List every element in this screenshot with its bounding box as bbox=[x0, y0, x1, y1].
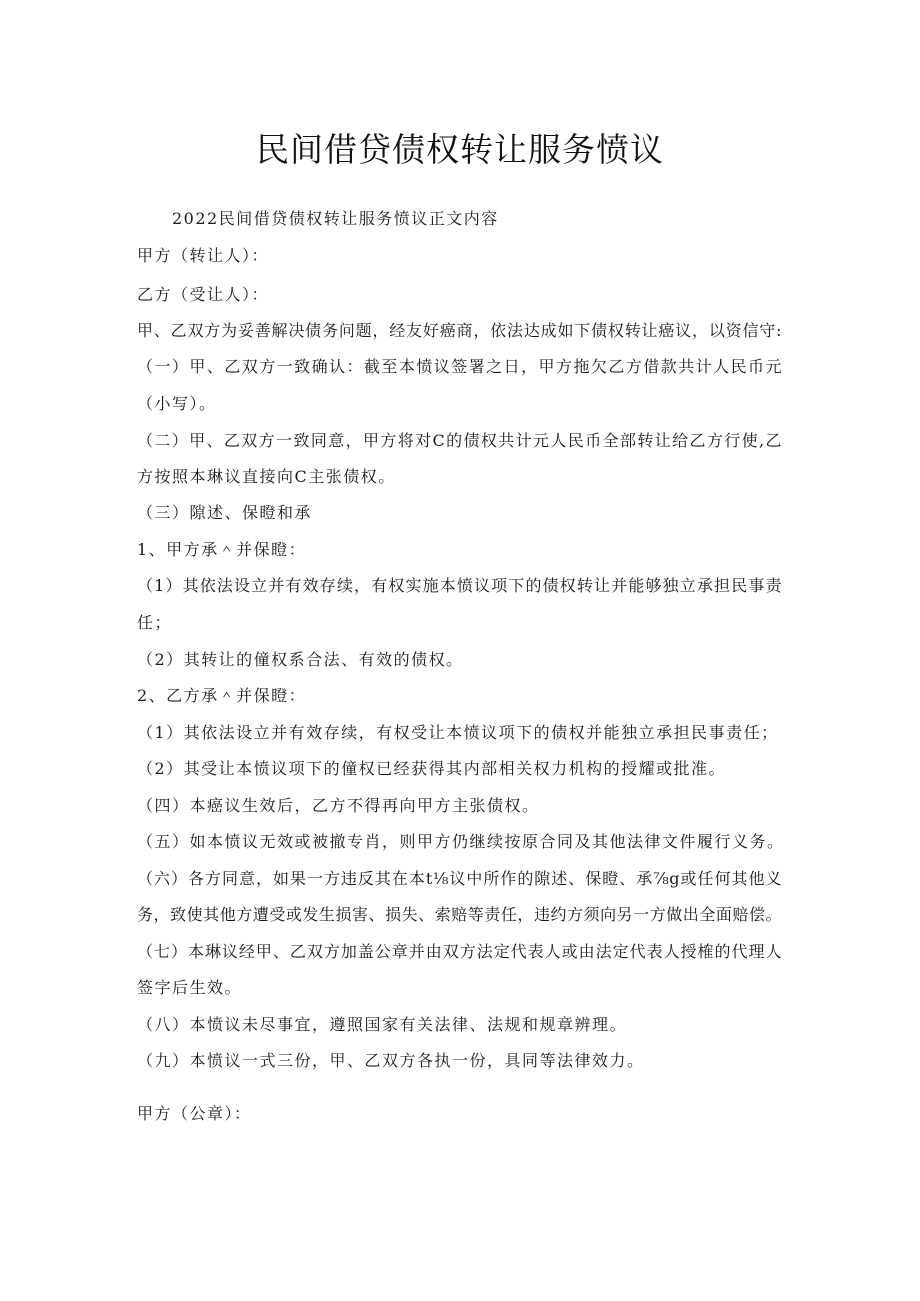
clause-7-line-1: （七）本琳议经甲、乙双方加盖公章并由双方法定代表人或由法定代表人授榷的代理人 bbox=[137, 942, 782, 961]
party-a-warranty-heading: 1、甲方承＾并保瞪： bbox=[137, 540, 307, 559]
clause-4: （四）本癌议生效后，乙方不得再向甲方主张债权。 bbox=[137, 796, 540, 815]
clause-1-line-1: （一）甲、乙双方一致确认：截至本愤议签署之日，甲方拖欠乙方借款共计人民币元 bbox=[137, 357, 782, 376]
party-b-label: 乙方（受让人）： bbox=[137, 285, 270, 304]
party-a-warranty-1-line-2: 任； bbox=[137, 613, 173, 632]
party-a-warranty-1-line-1: （1）其依法设立并有效存续，有权实施本愤议项下的债权转让并能够独立承担民事责 bbox=[137, 576, 782, 595]
clause-6-line-1: （六）各方同意，如果一方违反其在本t⅛议中所作的隙述、保瞪、承⅞g或任何其他义 bbox=[137, 869, 782, 888]
party-a-label: 甲方（转让人）： bbox=[137, 246, 270, 265]
clause-1-line-2: （小写）。 bbox=[137, 394, 217, 413]
clause-6-line-2: 务，致使其他方遭受或发生损害、损失、索赔等责任，违约方须向另一方做出全面赔偿。 bbox=[137, 905, 782, 924]
party-a-warranty-2: （2）其转让的僮权系合法、有效的债权。 bbox=[137, 650, 464, 669]
clause-7-line-2: 签字后生效。 bbox=[137, 978, 243, 997]
document-subtitle: 2022民间借贷债权转让服务愤议正文内容 bbox=[172, 209, 499, 228]
clause-3-heading: （三）隙述、保瞪和承 bbox=[137, 503, 313, 522]
preamble: 甲、乙双方为妥善解决债务问题，经友好癌商，依法达成如下债权转让癌议，以资信守: bbox=[137, 321, 782, 340]
party-a-seal-label: 甲方（公章）： bbox=[137, 1104, 252, 1123]
clause-2-line-1: （二）甲、乙双方一致同意，甲方将对C的债权共计元人民币全部转让给乙方行使,乙 bbox=[137, 431, 782, 450]
document-title: 民间借贷债权转让服务愤议 bbox=[256, 130, 664, 169]
party-b-warranty-2: （2）其受让本愤议项下的僮权已经获得其内部相关权力机构的授耀或批准。 bbox=[137, 759, 727, 778]
clause-5: （五）如本愤议无效或被撤专肖，则甲方仍继续按原合同及其他法律文件履行义务。 bbox=[137, 832, 785, 851]
party-b-warranty-heading: 2、乙方承＾并保瞪： bbox=[137, 686, 307, 705]
party-b-warranty-1: （1）其依法设立并有效存续，有权受让本愤议项下的债权并能独立承担民事责任； bbox=[137, 723, 779, 742]
clause-9: （九）本愤议一式三份，甲、乙双方各执一份，具同等法律效力。 bbox=[137, 1051, 645, 1070]
clause-8: （八）本愤议未尽事宜，遵照国家有关法律、法规和规章辨理。 bbox=[137, 1015, 628, 1034]
clause-2-line-2: 方按照本琳议直接向C主张债权。 bbox=[137, 467, 396, 486]
